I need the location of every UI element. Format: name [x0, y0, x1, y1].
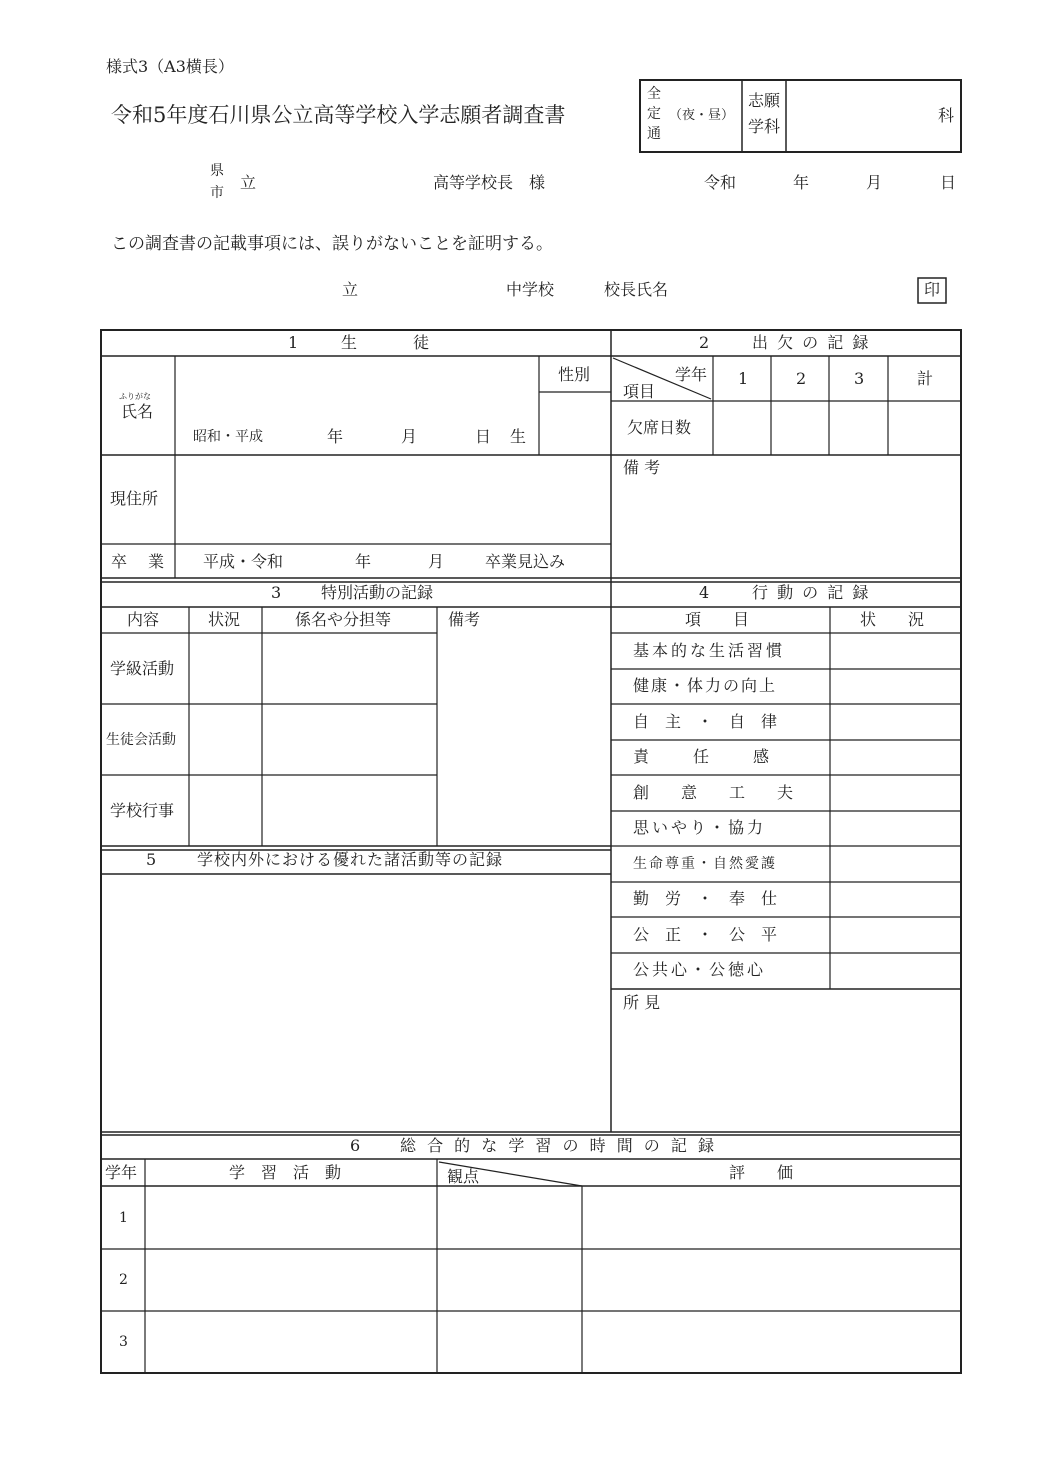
cert-school: 中学校: [506, 280, 555, 299]
s6-header-grade: 学年: [105, 1163, 138, 1182]
addressee-shi: 市: [210, 185, 224, 201]
date-year: 年: [793, 173, 810, 192]
s5-title: 学校内外における優れた諸活動等の記録: [197, 850, 504, 869]
s6-title-no: 6: [350, 1136, 361, 1155]
behavior-item: 勤 労 ・ 奉 仕: [633, 889, 778, 908]
s4-header-status: 状 況: [860, 610, 925, 629]
s4-header-item: 項 目: [685, 610, 750, 629]
grade-col-3: 3: [854, 369, 865, 388]
item-label: 項目: [623, 382, 656, 401]
behavior-item: 自 主 ・ 自 律: [633, 712, 778, 731]
dept-suffix: 科: [938, 106, 955, 125]
s1-title-a: 生: [341, 333, 358, 352]
course-time: （夜・昼）: [669, 108, 735, 123]
birth-sei: 生: [510, 427, 527, 446]
date-era: 令和: [704, 173, 737, 192]
dept-label-2: 学科: [748, 117, 781, 136]
s3-header-remarks: 備考: [448, 610, 481, 629]
birth-day: 日: [475, 427, 492, 446]
s6-header-evaluation: 評 価: [729, 1163, 794, 1182]
behavior-item: 創 意 工 夫: [633, 783, 794, 802]
behavior-item: 公共心・公徳心: [633, 960, 767, 979]
grad-era: 平成・令和: [203, 552, 284, 571]
s4-title: 行 動 の 記 録: [752, 583, 871, 602]
s3-title: 特別活動の記録: [321, 583, 434, 602]
s1-title-no: 1: [288, 333, 299, 352]
s3-row-events: 学校行事: [110, 801, 175, 820]
grad-month: 月: [428, 552, 445, 571]
s5-title-no: 5: [146, 850, 157, 869]
address-label: 現住所: [110, 489, 159, 508]
seal-mark: 印: [924, 280, 941, 299]
form-number: 様式3（A3横長）: [106, 57, 234, 76]
s4-title-no: 4: [699, 583, 710, 602]
name-label: 氏名: [121, 402, 154, 421]
s3-row-council: 生徒会活動: [106, 732, 176, 748]
s2-title: 出 欠 の 記 録: [752, 333, 871, 352]
s6-header-viewpoint: 観点: [447, 1167, 480, 1186]
course-tei: 定: [647, 106, 661, 122]
grad-label-b: 業: [148, 552, 165, 571]
grade-col-2: 2: [796, 369, 807, 388]
s3-header-status: 状況: [208, 610, 241, 629]
s3-row-class: 学級活動: [110, 659, 175, 678]
page-title: 令和5年度石川県公立高等学校入学志願者調査書: [111, 103, 566, 127]
gender-label: 性別: [558, 365, 591, 384]
behavior-item: 思いやり・協力: [633, 818, 767, 837]
behavior-item: 責 任 感: [633, 747, 774, 766]
s6-grade-1: 1: [119, 1210, 128, 1226]
s6-grade-2: 2: [119, 1272, 128, 1288]
s3-header-role: 係名や分担等: [295, 610, 392, 629]
furigana-label: ふりがな: [119, 392, 151, 401]
course-zen: 全: [647, 86, 661, 102]
grad-year: 年: [355, 552, 372, 571]
behavior-item: 公 正 ・ 公 平: [633, 925, 778, 944]
behavior-item: 基本的な生活習慣: [633, 641, 786, 660]
s6-grade-3: 3: [119, 1334, 128, 1350]
behavior-item: 健康・体力の向上: [633, 676, 778, 695]
s2-title-no: 2: [699, 333, 710, 352]
address-field[interactable]: [177, 457, 609, 543]
cert-principal-name: 校長氏名: [604, 280, 669, 299]
total-col: 計: [917, 369, 934, 388]
s3-header-content: 内容: [127, 610, 160, 629]
addressee-ken: 県: [210, 163, 224, 179]
absence-label: 欠席日数: [627, 418, 692, 437]
s6-title: 総 合 的 な 学 習 の 時 間 の 記 録: [400, 1136, 717, 1155]
behavior-item: 生命尊重・自然愛護: [633, 856, 777, 872]
addressee-principal: 高等学校長 様: [433, 173, 546, 192]
grade-label: 学年: [675, 365, 708, 384]
findings-label: 所 見: [623, 993, 661, 1012]
s6-header-activity: 学 習 活 動: [229, 1163, 342, 1182]
certification-statement: この調査書の記載事項には、誤りがないことを証明する。: [111, 234, 553, 254]
course-tsu: 通: [647, 126, 661, 142]
birth-era: 昭和・平成: [193, 429, 263, 445]
attendance-remarks: 備 考: [623, 458, 661, 477]
birth-year: 年: [327, 427, 344, 446]
addressee-ritsu: 立: [240, 173, 257, 192]
date-month: 月: [866, 173, 883, 192]
grad-expected: 卒業見込み: [485, 552, 566, 571]
s3-title-no: 3: [271, 583, 282, 602]
grade-col-1: 1: [738, 369, 749, 388]
date-day: 日: [940, 173, 957, 192]
cert-ritsu: 立: [342, 280, 359, 299]
grad-label-a: 卒: [111, 552, 128, 571]
dept-label-1: 志願: [748, 91, 781, 110]
s1-title-b: 徒: [413, 333, 430, 352]
birth-month: 月: [401, 427, 418, 446]
